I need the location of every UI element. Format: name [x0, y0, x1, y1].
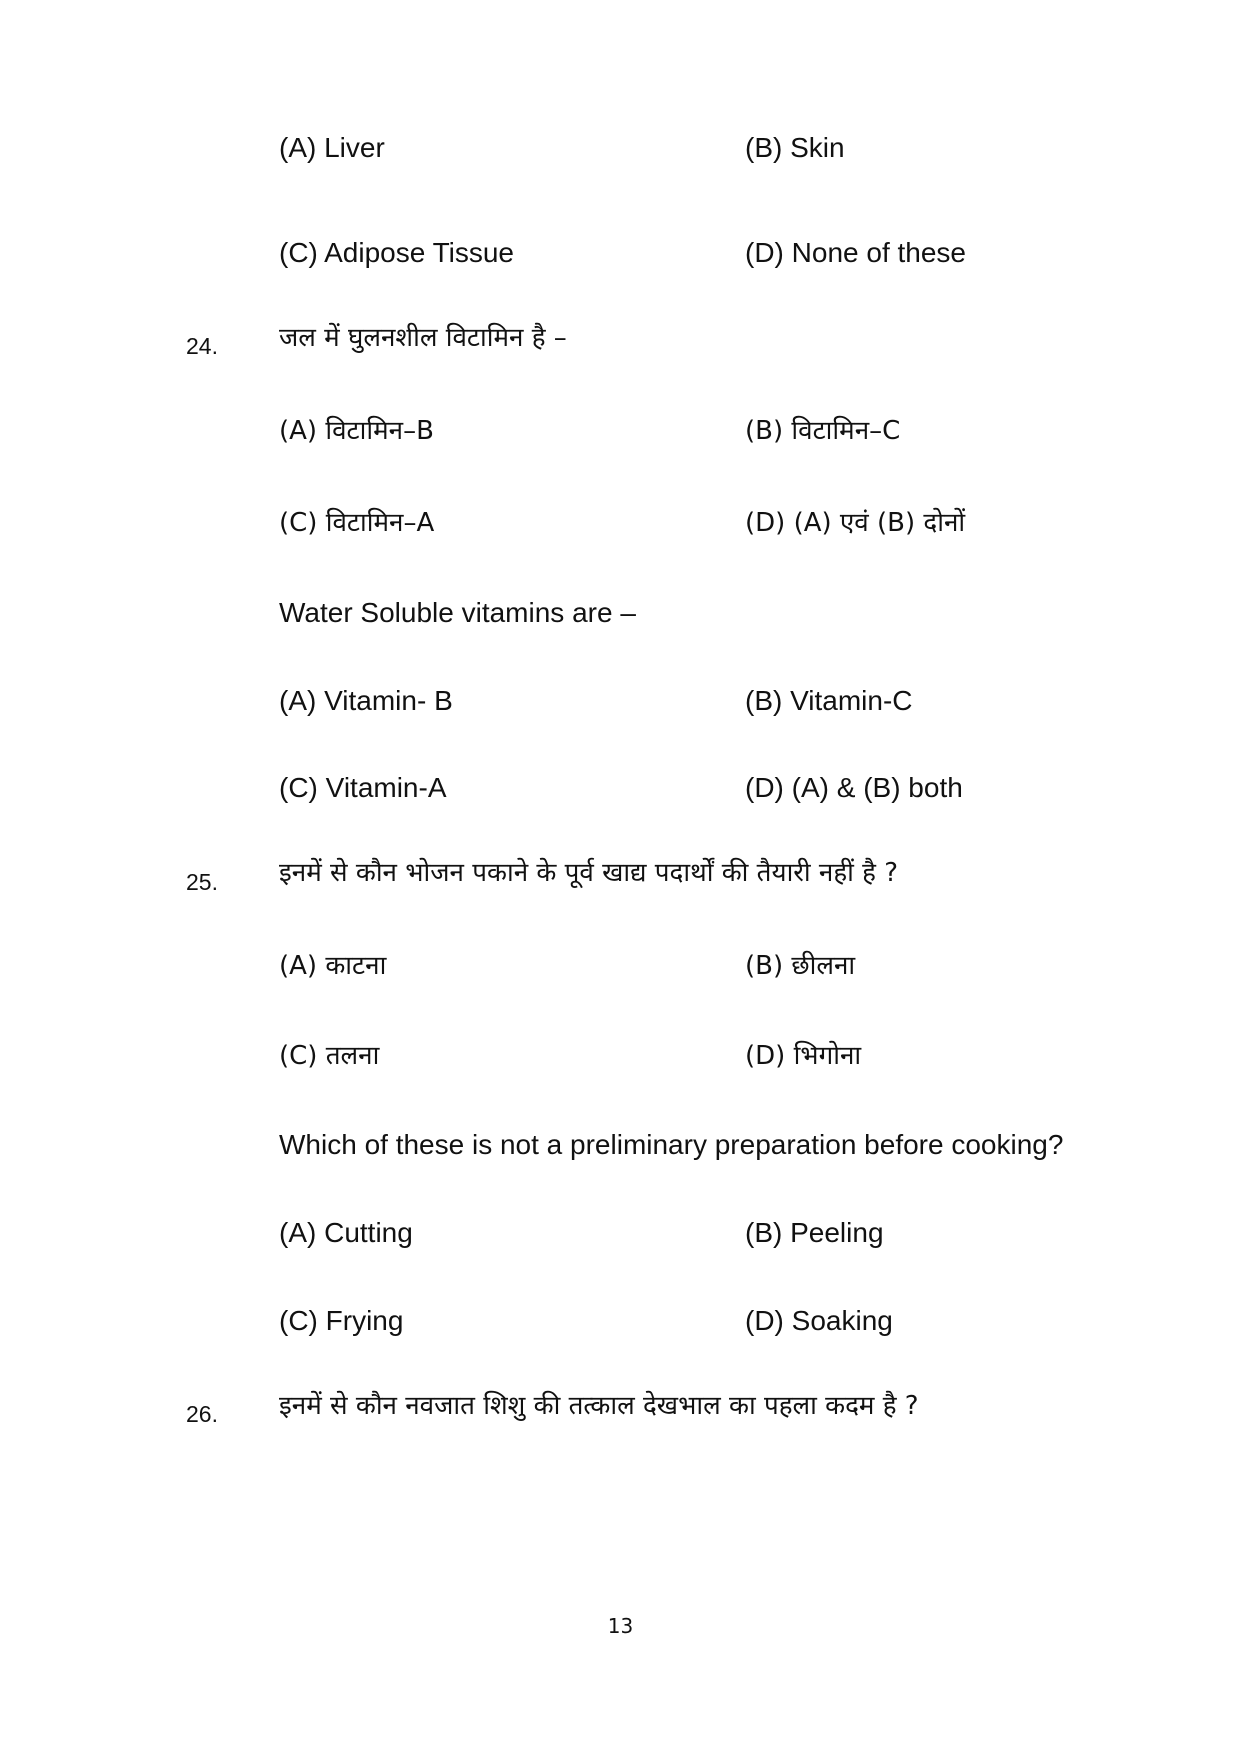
q25-english-option-b: (B) Peeling — [745, 1217, 884, 1248]
q24-english-option-a: (A) Vitamin- B — [279, 685, 453, 716]
page-number: 13 — [607, 1614, 634, 1638]
q25-english-option-a: (A) Cutting — [279, 1217, 413, 1248]
q26-hindi-question: इनमें से कौन नवजात शिशु की तत्काल देखभाल का पहला कदम है ? — [279, 1391, 919, 1421]
q23-option-b: (B) Skin — [745, 132, 845, 163]
q23-option-a: (A) Liver — [279, 132, 385, 163]
q24-hindi-question: जल में घुलनशील विटामिन है – — [279, 323, 567, 353]
q25-hindi-question: इनमें से कौन भोजन पकाने के पूर्व खाद्य पदार्थों की तैयारी नहीं है ? — [279, 858, 899, 888]
q25-hindi-option-b: (B) छीलना — [745, 951, 856, 981]
q24-english-question: Water Soluble vitamins are – — [279, 597, 636, 628]
q24-hindi-option-d: (D) (A) एवं (B) दोनों — [745, 508, 966, 538]
q25-english-option-c: (C) Frying — [279, 1305, 404, 1336]
q24-hindi-option-c: (C) विटामिन–A — [279, 508, 435, 538]
q25-hindi-option-a: (A) काटना — [279, 951, 387, 981]
q23-option-d: (D) None of these — [745, 237, 966, 268]
q23-option-c: (C) Adipose Tissue — [279, 237, 514, 268]
q24-hindi-option-a: (A) विटामिन–B — [279, 416, 434, 446]
q26-number: 26. — [186, 1401, 218, 1427]
q25-hindi-option-d: (D) भिगोना — [745, 1041, 862, 1071]
q24-hindi-option-b: (B) विटामिन–C — [745, 416, 901, 446]
q25-number: 25. — [186, 869, 218, 895]
q24-english-option-d: (D) (A) & (B) both — [745, 772, 963, 803]
q24-english-option-b: (B) Vitamin-C — [745, 685, 913, 716]
q24-number: 24. — [186, 333, 218, 359]
q24-english-option-c: (C) Vitamin-A — [279, 772, 447, 803]
q25-english-option-d: (D) Soaking — [745, 1305, 893, 1336]
q25-hindi-option-c: (C) तलना — [279, 1041, 380, 1071]
q25-english-question: Which of these is not a preliminary preparation before cooking? — [279, 1129, 1064, 1160]
